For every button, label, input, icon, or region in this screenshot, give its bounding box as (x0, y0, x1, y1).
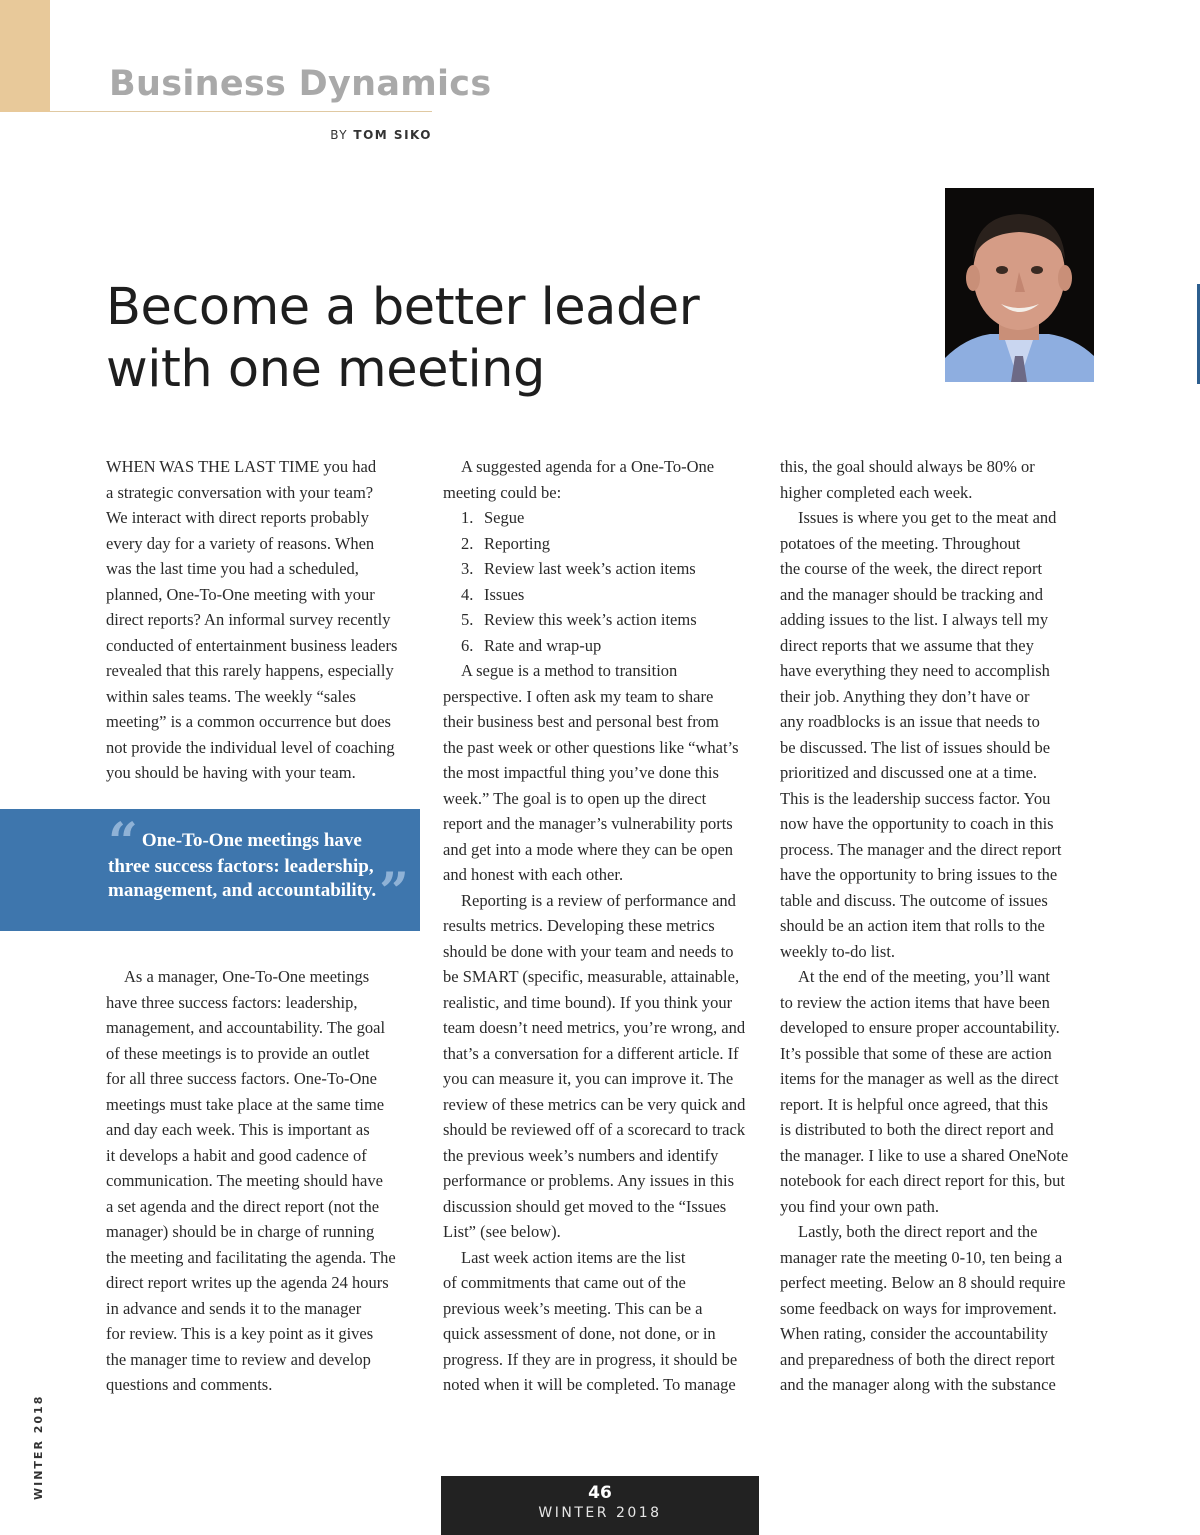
open-quote-mark: “ (108, 812, 138, 873)
text-line: you should be having with your team. (106, 763, 356, 782)
section-title-rule (50, 111, 432, 112)
text-line: should be reviewed off of a scorecard to track (443, 1120, 746, 1139)
text-line: for review. This is a key point as it gives (106, 1324, 374, 1343)
text-line: have three success factors: leadership, (106, 992, 358, 1012)
text-line: List” (see below). (443, 1222, 561, 1241)
close-quote-mark: ” (379, 862, 410, 923)
text-line: it develops a habit and good cadence of (106, 1145, 367, 1165)
text-line: manager) should be in charge of running (106, 1222, 375, 1241)
side-season-label: WINTER 2018 (32, 1394, 45, 1500)
text-line: the meeting and facilitating the agenda. The (106, 1247, 396, 1267)
text-line: week.” The goal is to open up the direct (443, 788, 707, 808)
byline-prefix: BY (330, 128, 349, 142)
text-line: and day each week. This is important as (106, 1120, 370, 1139)
text-line: This is the leadership success factor. You (780, 788, 1051, 808)
text-line: team doesn’t need metrics, you’re wrong, and (443, 1018, 746, 1037)
text-line: It’s possible that some of these are action (780, 1043, 1052, 1063)
agenda-item (443, 633, 761, 659)
text-line: have the opportunity to bring issues to the (780, 865, 1058, 884)
text-line: and preparedness of both the direct report (780, 1349, 1055, 1369)
text-line: now have the opportunity to coach in this (780, 814, 1054, 833)
text-line: every day for a variety of reasons. When (106, 533, 375, 553)
footer-season: WINTER 2018 (538, 1505, 662, 1521)
text-line: conducted of entertainment business leaders (106, 635, 398, 655)
text-line: questions and comments. (106, 1375, 273, 1394)
text-line: realistic, and time bound). If you think your (443, 992, 733, 1012)
text-line: you can measure it, you can improve it. The (443, 1069, 734, 1088)
agenda-intro (443, 454, 761, 480)
body-paragraph-cont (106, 990, 424, 1398)
paragraph-first-line: A segue is a method to transition (461, 661, 678, 680)
text-line: the most impactful thing you’ve done this (443, 763, 719, 782)
pull-quote-line: three success factors: leadership, (108, 856, 374, 877)
page-number: 46 (588, 1483, 612, 1503)
section-color-tab (0, 0, 50, 112)
text-line: and the manager along with the substance (780, 1375, 1056, 1394)
column-1-body (106, 964, 424, 1398)
text-line: in advance and sends it to the manager (106, 1298, 362, 1318)
agenda-list (443, 505, 761, 658)
text-line: direct report writes up the agenda 24 hours (106, 1273, 389, 1292)
pull-quote-line-text: management, and accountability. (108, 880, 377, 901)
text-line: and honest with each other. (443, 865, 624, 884)
text-line: you find your own path. (780, 1196, 940, 1216)
agenda-number: 2. (461, 533, 474, 553)
text-line: quick assessment of done, not done, or in (443, 1324, 716, 1343)
text-line: weekly to-do list. (780, 941, 896, 961)
column-2-body (443, 658, 761, 1398)
pull-quote-line-text: One-To-One meetings have (141, 830, 362, 851)
text-line: review of these metrics can be very quick and (443, 1094, 746, 1114)
text-line: any roadblocks is an issue that needs to (780, 712, 1040, 731)
text-line: report. It is helpful once agreed, that this (780, 1094, 1049, 1114)
text-line: to review the action items that have been (780, 992, 1050, 1012)
text-line: the manager time to review and develop (106, 1349, 371, 1369)
text-line: be discussed. The list of issues should be (780, 737, 1051, 757)
text-line: WHEN WAS THE LAST TIME you had (106, 457, 377, 476)
author-headshot-image (945, 188, 1094, 382)
text-line: As a manager, One-To-One meetings (124, 967, 370, 986)
agenda-text: Issues (484, 584, 525, 604)
text-line: the previous week’s numbers and identify (443, 1145, 719, 1165)
headline-line: with one meeting (106, 340, 545, 399)
text-line: was the last time you had a scheduled, (106, 559, 359, 578)
agenda-text: Segue (484, 508, 525, 527)
text-line: for all three success factors. One-To-One (106, 1069, 377, 1088)
paragraph-first-line: Issues is where you get to the meat and (798, 508, 1057, 527)
agenda-item (443, 531, 761, 557)
headline-line: Become a better leader (106, 278, 700, 337)
text-line: previous week’s meeting. This can be a (443, 1298, 703, 1318)
agenda-number: 6. (461, 635, 474, 655)
column-2 (443, 454, 761, 1398)
text-line: should be an action item that rolls to the (780, 916, 1045, 935)
text-line: their job. Anything they don’t have or (780, 686, 1030, 706)
paragraph-first-line: Reporting is a review of performance and (461, 890, 736, 910)
text-line: the course of the week, the direct report (780, 559, 1043, 578)
text-line: discussion should get moved to the “Issues (443, 1196, 727, 1216)
agenda-text: Review last week’s action items (484, 559, 696, 578)
text-line: communication. The meeting should have (106, 1171, 383, 1190)
text-line: planned, One-To-One meeting with your (106, 584, 375, 604)
text-line: should be done with your team and needs to (443, 941, 734, 961)
pull-quote (0, 809, 420, 931)
text-line: that’s a conversation for a different article. If (443, 1043, 739, 1063)
text-line: management, and accountability. The goal (106, 1018, 386, 1037)
byline (330, 128, 432, 142)
page-footer (441, 1476, 759, 1535)
text-line: results metrics. Developing these metrics (443, 916, 715, 935)
text-line: a set agenda and the direct report (not the (106, 1196, 380, 1216)
column-3 (780, 454, 1098, 1398)
text-line: be SMART (specific, measurable, attainable, (443, 967, 740, 986)
column-3-body (780, 454, 1098, 1398)
agenda-item (443, 505, 761, 531)
text-line: higher completed each week. (780, 482, 973, 502)
text-line: process. The manager and the direct report (780, 839, 1062, 859)
text-line: not provide the individual level of coaching (106, 737, 395, 757)
text-line: prioritized and discussed one at a time. (780, 763, 1038, 782)
article-headline (106, 277, 699, 401)
text-line: revealed that this rarely happens, especially (106, 661, 394, 680)
text-line: the manager. I like to use a shared OneNote (780, 1145, 1069, 1165)
column-1-intro (106, 454, 424, 786)
text-line: developed to ensure proper accountability. (780, 1018, 1060, 1037)
byline-author: TOM SIKO (353, 128, 432, 142)
text-line: items for the manager as well as the direct (780, 1069, 1059, 1088)
text-line: and get into a mode where they can be open (443, 839, 734, 859)
text-line: have everything they need to accomplish (780, 661, 1050, 680)
text-line: meeting” is a common occurrence but does (106, 712, 391, 731)
section-title: Business Dynamics (109, 64, 492, 104)
text-line: their business best and personal best from (443, 712, 719, 731)
text-line: notebook for each direct report for this, but (780, 1171, 1065, 1190)
paragraph-first-line: Last week action items are the list (461, 1247, 686, 1267)
intro-paragraph (106, 454, 424, 786)
pull-quote-text (108, 812, 410, 923)
text-line: meeting could be: (443, 482, 562, 502)
agenda-number: 5. (461, 610, 474, 629)
text-line: performance or problems. Any issues in this (443, 1171, 734, 1190)
agenda-item (443, 582, 761, 608)
text-line: direct reports? An informal survey recently (106, 610, 391, 629)
agenda-item (443, 607, 761, 633)
text-line: noted when it will be completed. To manage (443, 1375, 736, 1394)
body-paragraph (106, 964, 424, 990)
text-line: A suggested agenda for a One-To-One (461, 457, 715, 476)
text-line: adding issues to the list. I always tell my (780, 610, 1049, 629)
agenda-number: 1. (461, 508, 474, 527)
text-line: perspective. I often ask my team to share (443, 686, 714, 706)
text-line: When rating, consider the accountability (780, 1324, 1049, 1343)
text-line: progress. If they are in progress, it should be (443, 1349, 738, 1369)
text-line: table and discuss. The outcome of issues (780, 890, 1048, 910)
agenda-text: Rate and wrap-up (484, 635, 602, 655)
agenda-text: Review this week’s action items (484, 610, 697, 629)
text-line: potatoes of the meeting. Throughout (780, 533, 1021, 553)
text-line: meetings must take place at the same time (106, 1094, 385, 1114)
text-line: is distributed to both the direct report and (780, 1120, 1054, 1139)
agenda-text: Reporting (484, 533, 550, 553)
text-line: this, the goal should always be 80% or (780, 457, 1035, 476)
text-line: and the manager should be tracking and (780, 584, 1043, 604)
agenda-item (443, 556, 761, 582)
text-line: manager rate the meeting 0-10, ten being a (780, 1247, 1063, 1267)
agenda-number: 3. (461, 559, 474, 578)
text-line: a strategic conversation with your team? (106, 482, 374, 502)
text-line: the past week or other questions like “what’s (443, 737, 739, 757)
agenda-number: 4. (461, 584, 474, 604)
author-headshot-photo (945, 188, 1094, 382)
text-line: within sales teams. The weekly “sales (106, 686, 356, 706)
text-line: direct reports that we assume that they (780, 635, 1034, 655)
paragraph-first-line: At the end of the meeting, you’ll want (798, 967, 1051, 986)
agenda-intro-cont (443, 480, 761, 506)
paragraph-first-line: Lastly, both the direct report and the (798, 1222, 1038, 1241)
text-line: of these meetings is to provide an outlet (106, 1043, 370, 1063)
text-line: report and the manager’s vulnerability ports (443, 814, 733, 833)
text-line: of commitments that came out of the (443, 1273, 686, 1292)
text-line: some feedback on ways for improvement. (780, 1298, 1057, 1318)
text-line: perfect meeting. Below an 8 should require (780, 1273, 1066, 1292)
text-line: We interact with direct reports probably (106, 508, 370, 527)
